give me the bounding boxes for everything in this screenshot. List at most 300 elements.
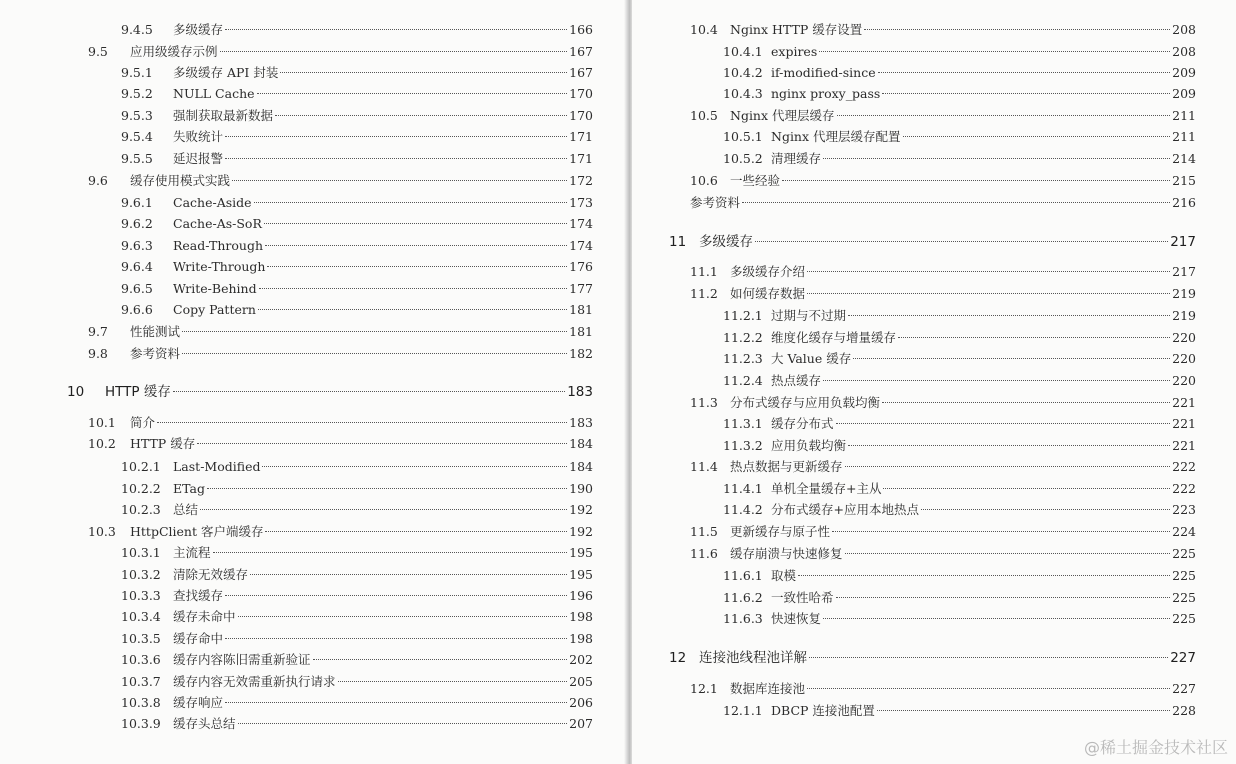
toc-entry-page-number: 182 [569, 346, 593, 361]
toc-entry [88, 346, 593, 362]
toc-entry-title: Copy Pattern [173, 302, 256, 317]
toc-entry-page-number: 219 [1172, 286, 1196, 301]
toc-entry-title: 清理缓存 [771, 151, 822, 166]
toc-entry-page-number: 167 [569, 44, 593, 59]
toc-entry-number: 10.5 [690, 108, 718, 123]
toc-entry-page-number: 184 [569, 459, 593, 474]
toc-entry-page-number: 217 [1170, 234, 1196, 250]
toc-entry-page-number: 195 [569, 545, 593, 560]
dot-leader [213, 552, 568, 553]
dot-leader [845, 466, 1171, 467]
toc-entry-title: 快速恢复 [771, 611, 822, 626]
toc-entry-title: HTTP 缓存 [105, 384, 171, 400]
dot-leader [338, 681, 568, 682]
dot-leader [258, 309, 567, 310]
toc-entry-page-number: 220 [1172, 330, 1196, 345]
toc-entry-title: 分布式缓存与应用负载均衡 [730, 395, 881, 410]
toc-entry [723, 438, 1196, 454]
toc-entry-page-number: 221 [1172, 416, 1196, 431]
toc-entry-title: 缓存使用模式实践 [130, 173, 231, 188]
toc-entry-number: 9.6.5 [121, 281, 153, 296]
toc-entry-page-number: 217 [1172, 264, 1196, 279]
toc-entry-number: 11.4.2 [723, 502, 763, 517]
toc-entry [121, 652, 593, 668]
toc-entry-page-number: 196 [569, 588, 593, 603]
toc-entry-title: 过期与不过期 [771, 308, 847, 323]
toc-entry [723, 65, 1196, 81]
toc-entry [723, 481, 1196, 497]
toc-entry-page-number: 214 [1172, 151, 1196, 166]
toc-entry-number: 9.5.2 [121, 86, 153, 101]
toc-entry-page-number: 222 [1172, 481, 1196, 496]
toc-entry [121, 302, 593, 318]
toc-entry-page-number: 222 [1172, 459, 1196, 474]
toc-entry [723, 373, 1196, 389]
toc-entry [88, 524, 593, 540]
toc-entry-title: HTTP 缓存 [130, 436, 196, 451]
toc-entry-title: 如何缓存数据 [730, 286, 806, 301]
dot-leader [798, 575, 1170, 576]
toc-entry-page-number: 208 [1172, 22, 1196, 37]
toc-entry-number: 11.2.4 [723, 373, 763, 388]
dot-leader [254, 202, 568, 203]
dot-leader [265, 531, 567, 532]
dot-leader [837, 115, 1171, 116]
dot-leader [220, 51, 568, 52]
toc-entry-number: 11.2.2 [723, 330, 763, 345]
toc-entry-number: 11.2 [690, 286, 718, 301]
toc-entry-title: Nginx 代理层缓存 [730, 108, 835, 123]
toc-entry-page-number: 225 [1172, 590, 1196, 605]
toc-entry-number: 10.4.1 [723, 44, 763, 59]
toc-entry-title: 强制获取最新数据 [173, 108, 274, 123]
dot-leader [259, 288, 568, 289]
toc-entry-number: 10.3.9 [121, 716, 161, 731]
dot-leader [197, 443, 567, 444]
dot-leader [878, 72, 1171, 73]
toc-entry-title: 缓存命中 [173, 631, 224, 646]
toc-entry-number: 11.5 [690, 524, 718, 539]
toc-entry-page-number: 198 [569, 631, 593, 646]
toc-entry-number: 10.5.2 [723, 151, 763, 166]
toc-entry-page-number: 220 [1172, 351, 1196, 366]
toc-entry [121, 481, 593, 497]
toc-entry-number: 11.1 [690, 264, 718, 279]
toc-entry-page-number: 225 [1172, 611, 1196, 626]
toc-entry-number: 10.3.6 [121, 652, 161, 667]
toc-entry-title: Cache-Aside [173, 195, 252, 210]
toc-entry-title: 缓存内容陈旧需重新验证 [173, 652, 311, 667]
dot-leader [782, 180, 1170, 181]
toc-entry-title: 一致性哈希 [771, 590, 834, 605]
toc-entry-title: Read-Through [173, 238, 264, 253]
toc-entry-page-number: 171 [569, 129, 593, 144]
toc-entry-number: 9.5.4 [121, 129, 153, 144]
toc-entry-page-number: 227 [1170, 650, 1196, 666]
toc-entry [690, 546, 1196, 562]
dot-leader [882, 402, 1170, 403]
toc-entry-title: 缓存响应 [173, 695, 224, 710]
toc-entry-title: 单机全量缓存+主从 [771, 481, 882, 496]
toc-entry-number: 11.4 [690, 459, 718, 474]
toc-entry-number: 9.6 [88, 173, 108, 188]
toc-entry-number: 9.5 [88, 44, 108, 59]
toc-entry [121, 588, 593, 604]
toc-entry [121, 567, 593, 583]
toc-entry-number: 9.4.5 [121, 22, 153, 37]
toc-entry-number: 9.6.3 [121, 238, 153, 253]
toc-entry [690, 195, 1196, 211]
toc-entry-number: 9.6.4 [121, 259, 153, 274]
toc-entry-title: 大 Value 缓存 [771, 351, 852, 366]
toc-entry [121, 695, 593, 711]
dot-leader [267, 266, 567, 267]
toc-entry [121, 86, 593, 102]
toc-entry-page-number: 227 [1172, 681, 1196, 696]
dot-leader [257, 93, 568, 94]
toc-entry-page-number: 205 [569, 674, 593, 689]
toc-entry [121, 195, 593, 211]
toc-entry-page-number: 221 [1172, 438, 1196, 453]
toc-entry-page-number: 211 [1172, 108, 1196, 123]
toc-entry-number: 11.6.1 [723, 568, 763, 583]
toc-entry-number: 9.5.5 [121, 151, 153, 166]
right-page [632, 0, 1236, 764]
toc-entry-page-number: 220 [1172, 373, 1196, 388]
toc-entry-title: 应用级缓存示例 [130, 44, 218, 59]
toc-entry-page-number: 176 [569, 259, 593, 274]
toc-entry [88, 324, 593, 340]
toc-entry [723, 308, 1196, 324]
toc-entry-page-number: 198 [569, 609, 593, 624]
toc-entry-title: Nginx HTTP 缓存设置 [730, 22, 863, 37]
toc-entry-number: 10.4.3 [723, 86, 763, 101]
toc-entry-title: ETag [173, 481, 205, 496]
toc-entry [690, 395, 1196, 411]
dot-leader [807, 293, 1170, 294]
toc-entry-page-number: 216 [1172, 195, 1196, 210]
toc-entry-page-number: 228 [1172, 703, 1196, 718]
toc-entry-number: 10.2.2 [121, 481, 161, 496]
dot-leader [877, 710, 1170, 711]
toc-entry-title: Cache-As-SoR [173, 216, 262, 231]
toc-entry-title: expires [771, 44, 818, 59]
toc-entry [690, 459, 1196, 475]
toc-entry [723, 416, 1196, 432]
toc-entry-title: 数据库连接池 [730, 681, 806, 696]
toc-entry [690, 286, 1196, 302]
dot-leader [182, 331, 567, 332]
toc-entry-page-number: 211 [1172, 129, 1196, 144]
toc-entry-number: 11.3.1 [723, 416, 763, 431]
dot-leader [313, 659, 568, 660]
toc-entry-page-number: 208 [1172, 44, 1196, 59]
dot-leader [742, 202, 1170, 203]
dot-leader [225, 702, 567, 703]
toc-entry-page-number: 170 [569, 108, 593, 123]
dot-leader [225, 638, 567, 639]
dot-leader [280, 72, 567, 73]
toc-entry-number: 10.3.4 [121, 609, 161, 624]
toc-entry [88, 44, 593, 60]
toc-entry [121, 716, 593, 732]
toc-entry-number: 10.3.7 [121, 674, 161, 689]
toc-entry-title: 多级缓存 [699, 234, 753, 250]
dot-leader [225, 595, 567, 596]
toc-chapter-entry [67, 384, 593, 400]
toc-entry [121, 459, 593, 475]
toc-entry-number: 10.3.2 [121, 567, 161, 582]
toc-entry-page-number: 209 [1172, 65, 1196, 80]
toc-entry-page-number: 171 [569, 151, 593, 166]
dot-leader [832, 531, 1170, 532]
toc-entry-number: 10.4 [690, 22, 718, 37]
dot-leader [265, 245, 567, 246]
toc-entry-title: NULL Cache [173, 86, 255, 101]
dot-leader [250, 574, 567, 575]
toc-entry-title: 取模 [771, 568, 797, 583]
dot-leader [225, 158, 567, 159]
toc-entry-number: 9.8 [88, 346, 108, 361]
toc-entry-title: 延迟报警 [173, 151, 224, 166]
toc-entry-page-number: 192 [569, 502, 593, 517]
toc-entry [723, 44, 1196, 60]
dot-leader [819, 51, 1170, 52]
toc-entry-number: 11.3 [690, 395, 718, 410]
toc-entry [121, 151, 593, 167]
toc-entry-page-number: 170 [569, 86, 593, 101]
toc-entry-page-number: 207 [569, 716, 593, 731]
toc-entry-page-number: 190 [569, 481, 593, 496]
dot-leader [898, 337, 1170, 338]
toc-entry-page-number: 225 [1172, 568, 1196, 583]
toc-entry-page-number: 174 [569, 216, 593, 231]
dot-leader [157, 422, 567, 423]
dot-leader [182, 353, 567, 354]
toc-entry-title: DBCP 连接池配置 [771, 703, 875, 718]
toc-entry-title: 分布式缓存+应用本地热点 [771, 502, 919, 517]
toc-entry-number: 11 [669, 234, 687, 250]
toc-entry-title: Nginx 代理层缓存配置 [771, 129, 901, 144]
toc-entry-title: 应用负载均衡 [771, 438, 847, 453]
toc-entry [121, 216, 593, 232]
toc-entry [121, 108, 593, 124]
toc-entry [690, 681, 1196, 697]
toc-entry [121, 281, 593, 297]
toc-entry-number: 9.7 [88, 324, 108, 339]
dot-leader [836, 597, 1171, 598]
toc-entry-number: 11.6 [690, 546, 718, 561]
dot-leader [807, 271, 1170, 272]
toc-entry-number: 11.3.2 [723, 438, 763, 453]
dot-leader [238, 616, 568, 617]
toc-entry-page-number: 181 [569, 302, 593, 317]
toc-entry-title: 缓存头总结 [173, 716, 236, 731]
toc-entry-title: 参考资料 [130, 346, 181, 361]
dot-leader [903, 136, 1171, 137]
toc-entry-title: 清除无效缓存 [173, 567, 249, 582]
toc-entry-page-number: 183 [569, 415, 593, 430]
dot-leader [207, 488, 567, 489]
toc-entry [121, 259, 593, 275]
toc-entry [723, 568, 1196, 584]
dot-leader [921, 509, 1170, 510]
toc-entry-page-number: 209 [1172, 86, 1196, 101]
toc-entry [88, 415, 593, 431]
toc-entry-title: 维度化缓存与增量缓存 [771, 330, 897, 345]
toc-entry-title: 多级缓存 [173, 22, 224, 37]
toc-entry [723, 330, 1196, 346]
toc-entry [723, 590, 1196, 606]
toc-entry-number: 11.6.3 [723, 611, 763, 626]
toc-entry-title: Write-Through [173, 259, 266, 274]
toc-entry-title: 性能测试 [130, 324, 181, 339]
toc-entry-number: 10.4.2 [723, 65, 763, 80]
toc-entry-number: 10.1 [88, 415, 116, 430]
dot-leader [848, 445, 1170, 446]
toc-entry-title: 缓存分布式 [771, 416, 834, 431]
toc-entry-number: 9.5.1 [121, 65, 153, 80]
dot-leader [232, 180, 567, 181]
toc-entry-number: 10.2 [88, 436, 116, 451]
toc-entry-number: 10.3.8 [121, 695, 161, 710]
toc-entry-page-number: 192 [569, 524, 593, 539]
toc-entry [723, 151, 1196, 167]
toc-entry-title: if-modified-since [771, 65, 876, 80]
toc-entry-title: 参考资料 [690, 195, 741, 210]
toc-entry-page-number: 166 [569, 22, 593, 37]
dot-leader [173, 391, 565, 392]
dot-leader [809, 657, 1168, 658]
toc-entry-title: 缓存内容无效需重新执行请求 [173, 674, 336, 689]
toc-entry [121, 609, 593, 625]
dot-leader [836, 423, 1171, 424]
toc-entry-number: 11.2.1 [723, 308, 763, 323]
toc-entry [690, 108, 1196, 124]
dot-leader [238, 723, 568, 724]
dot-leader [275, 115, 567, 116]
dot-leader [823, 618, 1170, 619]
dot-leader [848, 315, 1170, 316]
toc-entry-page-number: 181 [569, 324, 593, 339]
toc-entry-title: 总结 [173, 502, 199, 517]
toc-entry-title: 简介 [130, 415, 156, 430]
toc-entry [690, 264, 1196, 280]
toc-entry-number: 9.5.3 [121, 108, 153, 123]
toc-entry [121, 129, 593, 145]
toc-entry-title: 缓存未命中 [173, 609, 236, 624]
toc-entry-number: 10 [67, 384, 85, 400]
toc-entry-title: Last-Modified [173, 459, 261, 474]
toc-entry-page-number: 223 [1172, 502, 1196, 517]
toc-entry-title: nginx proxy_pass [771, 86, 881, 101]
toc-entry [121, 502, 593, 518]
dot-leader [883, 488, 1170, 489]
toc-entry [723, 351, 1196, 367]
toc-entry-title: 热点缓存 [771, 373, 822, 388]
toc-entry-number: 10.6 [690, 173, 718, 188]
toc-entry-page-number: 183 [567, 384, 593, 400]
dot-leader [755, 241, 1168, 242]
toc-entry-title: Write-Behind [173, 281, 257, 296]
toc-entry-number: 10.2.1 [121, 459, 161, 474]
toc-entry-page-number: 206 [569, 695, 593, 710]
toc-entry [121, 674, 593, 690]
toc-chapter-entry [669, 650, 1196, 666]
dot-leader [262, 466, 567, 467]
toc-entry-title: 更新缓存与原子性 [730, 524, 831, 539]
toc-entry-number: 10.3.3 [121, 588, 161, 603]
toc-entry-page-number: 167 [569, 65, 593, 80]
toc-entry-number: 9.6.2 [121, 216, 153, 231]
toc-entry-title: 一些经验 [730, 173, 781, 188]
toc-entry [121, 238, 593, 254]
toc-entry-number: 9.6.1 [121, 195, 153, 210]
dot-leader [882, 93, 1170, 94]
toc-entry [88, 173, 593, 189]
toc-entry [723, 86, 1196, 102]
toc-entry [723, 129, 1196, 145]
toc-entry [121, 631, 593, 647]
toc-entry-number: 10.3 [88, 524, 116, 539]
dot-leader [200, 509, 567, 510]
dot-leader [264, 223, 567, 224]
toc-entry-page-number: 174 [569, 238, 593, 253]
dot-leader [225, 29, 567, 30]
dot-leader [225, 136, 567, 137]
toc-entry-number: 11.2.3 [723, 351, 763, 366]
toc-entry-title: 多级缓存 API 封装 [173, 65, 279, 80]
toc-entry-page-number: 173 [569, 195, 593, 210]
toc-entry-title: 失败统计 [173, 129, 224, 144]
toc-entry-number: 10.5.1 [723, 129, 763, 144]
toc-entry-page-number: 225 [1172, 546, 1196, 561]
toc-entry-page-number: 224 [1172, 524, 1196, 539]
dot-leader [823, 158, 1170, 159]
toc-entry-number: 10.2.3 [121, 502, 161, 517]
toc-entry-title: 缓存崩溃与快速修复 [730, 546, 843, 561]
dot-leader [845, 553, 1171, 554]
toc-entry-page-number: 184 [569, 436, 593, 451]
toc-entry-page-number: 172 [569, 173, 593, 188]
toc-entry-title: 查找缓存 [173, 588, 224, 603]
toc-chapter-entry [669, 234, 1196, 250]
toc-entry-page-number: 202 [569, 652, 593, 667]
dot-leader [864, 29, 1170, 30]
toc-entry [121, 545, 593, 561]
toc-entry [690, 22, 1196, 38]
toc-entry-number: 12.1.1 [723, 703, 763, 718]
toc-entry [723, 502, 1196, 518]
toc-entry [121, 22, 593, 38]
watermark: @稀土掘金技术社区 [1083, 738, 1228, 757]
toc-entry [723, 703, 1196, 719]
toc-entry-number: 12.1 [690, 681, 718, 696]
toc-entry-page-number: 215 [1172, 173, 1196, 188]
toc-entry-number: 12 [669, 650, 687, 666]
toc-entry-title: 热点数据与更新缓存 [730, 459, 843, 474]
toc-entry [723, 611, 1196, 627]
toc-entry-page-number: 195 [569, 567, 593, 582]
dot-leader [853, 358, 1170, 359]
toc-entry [690, 173, 1196, 189]
toc-entry-number: 9.6.6 [121, 302, 153, 317]
toc-entry [121, 65, 593, 81]
toc-entry-title: 多级缓存介绍 [730, 264, 806, 279]
toc-entry-number: 11.6.2 [723, 590, 763, 605]
toc-entry-page-number: 221 [1172, 395, 1196, 410]
toc-entry [88, 436, 593, 452]
